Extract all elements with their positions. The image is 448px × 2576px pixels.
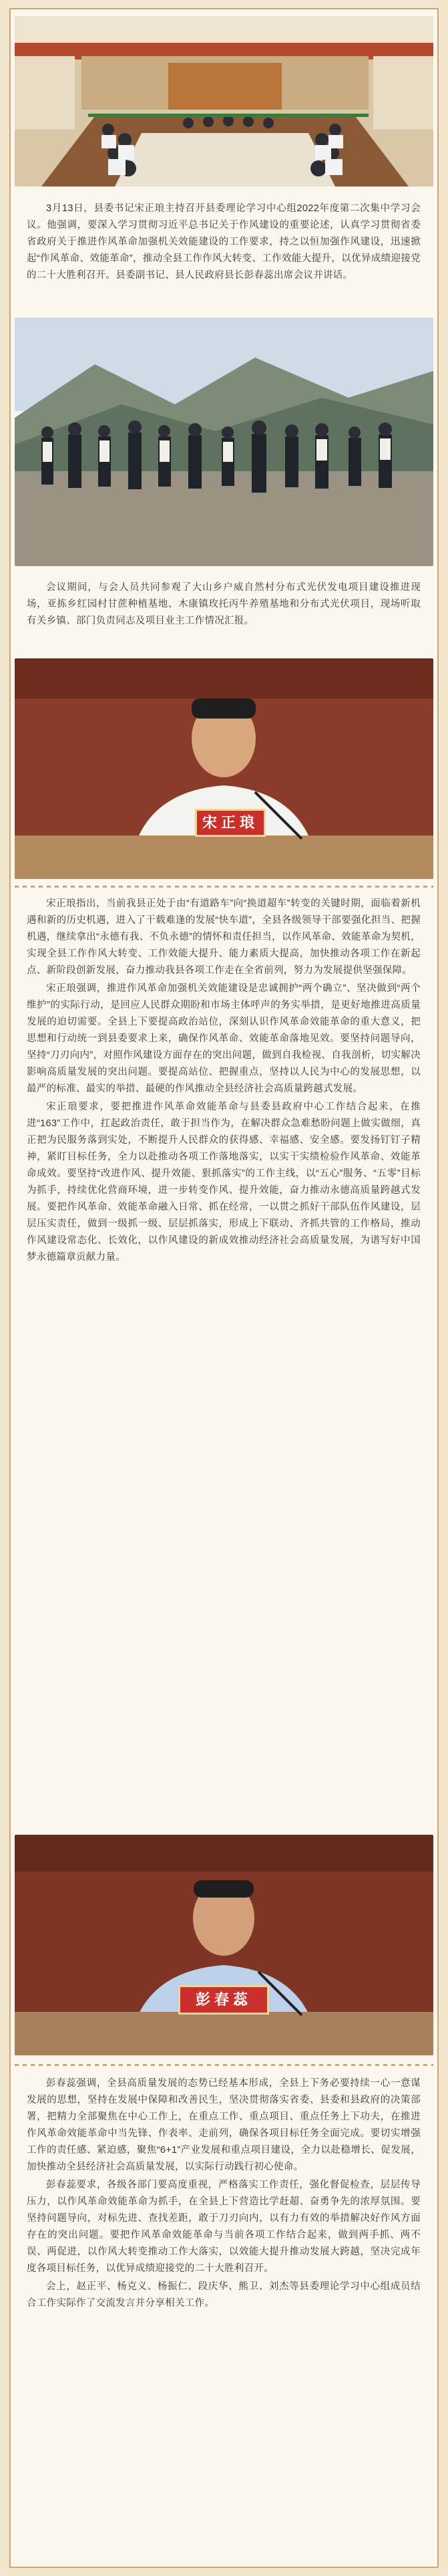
speaker1-illustration bbox=[15, 658, 433, 879]
divider-top bbox=[15, 886, 433, 888]
site-visit-illustration bbox=[15, 317, 433, 566]
speaker2-remarks bbox=[27, 2075, 421, 2313]
speaker2-nameplate bbox=[178, 1985, 269, 2015]
site-visit-text: 会议期间，与会人员共同参观了大山乡户威自然村分布式光伏发电项目建设推进现场，亚拣乡红园村甘蔗种植基地、木康镇玫托丙牛养殖基地和分布式光伏项目，现场听取有关乡镇、部门负责同志及项目业主工作情况汇报。 bbox=[27, 582, 421, 626]
speaker2-illustration bbox=[15, 1835, 433, 2055]
intro-paragraph bbox=[27, 201, 421, 285]
speaker1-photo bbox=[15, 658, 433, 879]
speaker1-para-1: 宋正琅指出，当前我县正处于由“有道路车”向“换道超车”转变的关键时期，面临着新机遇和新的历史机遇，进入了干载难逢的发展“快车道”，全县各级领导干部要强化担当、把握机遇，继续拿出“永德有我、不负永德”的情怀和责任担当，以作风革命、效能革命为契机，实现全县工作作风大转变、工作效能大提升、能力素质大提高，加快推动各项工作在新起点、新阶段创新发展，奋力推动我县各项工作走在全省前列，努力为发展提供坚强保障。 bbox=[27, 898, 421, 976]
site-visit-photo bbox=[15, 317, 433, 566]
speaker1-name: 宋正琅 bbox=[202, 814, 258, 831]
speaker2-para-2: 彭春蕊要求，各级各部门要高度重视，严格落实工作责任，强化督促检查，层层传导压力，以作风革命效能革命为抓手，在全县上下营造比学赶超、奋勇争先的浓厚氛围。要坚持问题导向，对标先进、查找差距，敢于刀刃向内，以有力有效的举措解决好作风方面存在的突出问题。要把作风革命效能革命与当前各项工作结合起来，做到两手抓、两不误、两促进，以作风大转变推动工作大落实，以效能大提升推动发展大跨越，坚决完成年度各项目标任务，以优异成绩迎接党的二十大胜利召开。 bbox=[27, 2180, 421, 2274]
speaker2-name: 彭春蕊 bbox=[195, 1991, 252, 2009]
speaker2-para-1: 彭春蕊强调，全县高质量发展的态势已经基本形成，全县上下务必要持续一心一意谋发展的思想，坚持在发展中保障和改善民生，坚决贯彻落实省委、县委和县政府的决策部署，把精力全部聚焦在中心工作上，在重点工作、重点项目、重点任务上下功夫，在推进作风革命效能革命中当先锋、作表率、走前列，确保各项目标任务全面完成。要切实增强工作的责任感、紧迫感，聚焦“6+1”产业发展和重点项目建设，全力以赴稳增长、促发展，加快推动全县经济社会高质量发展，以实际行动践行初心使命。 bbox=[27, 2078, 421, 2172]
intro-text: 3月13日，县委书记宋正琅主持召开县委理论学习中心组2022年度第二次集中学习会议。他强调，要深入学习贯彻习近平总书记关于作风建设的重要论述，认真学习贯彻省委省政府关于推进作风革命加强机关效能建设的工作要求，持之以恒加强作风建设，迅速掀起“作风革命、效能革命”，推动全县工作作风大转变、工作效能大提升，以优异成绩迎接党的二十大胜利召开。县委副书记、县人民政府县长彭春蕊出席会议并讲话。 bbox=[27, 203, 421, 281]
speaker1-para-3: 宋正琅要求，要把推进作风革命效能革命与县委县政府中心工作结合起来，在推进“163”工作中，扛起政治责任，敢于担当作为，在解决群众急难愁盼问题上做实做细，真正把为民服务落到实处，不断提升人民群众的获得感、幸福感、安全感。要发扬钉钉子精神，紧盯目标任务，全力以赴推动各项工作落地落实，以实干实绩检验作风革命、效能革命成效。要坚持“改进作风、提升效能、狠抓落实”的工作主线，以“五心”服务、“五零”目标为抓手，持续优化营商环境，进一步转变作风、提升效能，奋力推动永德高质量跨越式发展。要把作风革命、效能革命融入日常、抓在经常，一以贯之抓好干部队伍作风建设，层层压实责任，做到一级抓一级、层层抓落实，形成上下联动、齐抓共管的工作格局，推动作风建设常态化、长效化，以作风建设的新成效推动经济社会高质量发展，为谱写好中国梦永德篇章贡献力量。 bbox=[27, 1102, 421, 1263]
speaker2-photo bbox=[15, 1835, 433, 2055]
divider-bottom bbox=[15, 2064, 433, 2066]
speaker1-para-2: 宋正琅强调，推进作风革命加强机关效能建设是忠诚拥护“两个确立”、坚决做到“两个维护”的实际行动，是回应人民群众期盼和市场主体呼声的务实举措，是更好地推进高质量发展的迫切需要。全县上下要提高政治站位，深刻认识作风革命效能革命的重大意义，把思想和行动统一到县委要求上来，确保作风革命、效能革命落地见效。要坚持问题导向，坚持“刀刃向内”，对照作风建设方面存在的突出问题，做到自我检视、自我剖析，切实解决影响高质量发展的突出问题。要提高站位、把握重点，坚持以人民为中心的发展思想，以最严的标准、最实的举措、最硬的作风推动全县经济社会高质量跨越式发展。 bbox=[27, 983, 421, 1094]
speaker1-nameplate bbox=[195, 809, 266, 837]
site-visit-paragraph bbox=[27, 579, 421, 631]
meeting-room-illustration bbox=[15, 16, 433, 186]
speaker1-remarks bbox=[27, 896, 421, 1267]
closing-text: 会上，赵正平、杨克义、杨振仁、段庆华、熊卫、刘杰等县委理论学习中心组成员结合工作实际作了交流发言并分享相关工作。 bbox=[27, 2281, 421, 2309]
meeting-room-photo bbox=[15, 16, 433, 186]
